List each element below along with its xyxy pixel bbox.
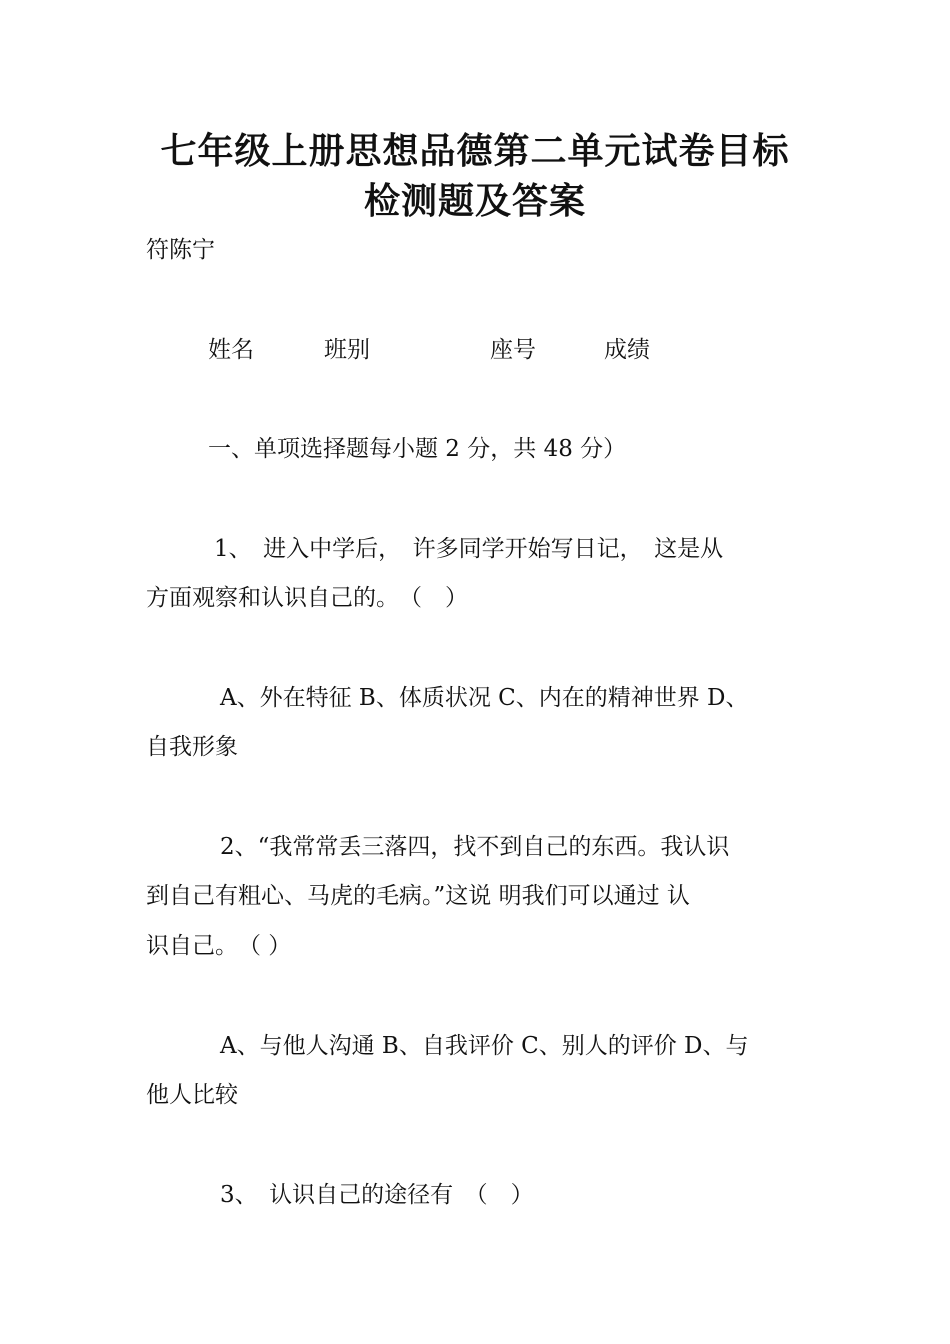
section-heading: 一、单项选择题每小题 2 分，共 48 分）: [208, 436, 627, 462]
question-1-options-line-2: 自我形象: [146, 734, 238, 760]
question-1-line-2: 方面观察和认识自己的。 （ ）: [146, 585, 468, 611]
question-2-line-2: 到自己有粗心、马虎的毛病。”这说 明我们可以通过 认: [146, 883, 690, 909]
question-2-options-line-1: A、与他人沟通 B、自我评价 C、别人的评价 D、与: [220, 1033, 749, 1059]
question-3-line-1: 3、 认识自己的途径有 （ ）: [220, 1182, 534, 1208]
question-1-options-line-1: A、外在特征 B、体质状况 C、内在的精神世界 D、: [220, 685, 749, 711]
field-name-label: 姓名: [208, 337, 254, 363]
question-1-line-1: 1、 进入中学后， 许多同学开始写日记， 这是从: [214, 536, 724, 562]
field-score-label: 成绩: [604, 337, 650, 363]
question-2-options-line-2: 他人比较: [146, 1082, 238, 1108]
field-seat-label: 座号: [490, 337, 536, 363]
document-title-line-2: 检测题及答案: [363, 181, 586, 222]
field-class-label: 班别: [324, 337, 370, 363]
document-title-line-1: 七年级上册思想品德第二单元试卷目标: [160, 131, 790, 172]
question-2-line-1: 2、“我常常丢三落四，找不到自己的东西。我认识: [220, 834, 730, 860]
author: 符陈宁: [146, 237, 215, 263]
question-2-line-3: 识自己。 （ ）: [146, 933, 292, 959]
